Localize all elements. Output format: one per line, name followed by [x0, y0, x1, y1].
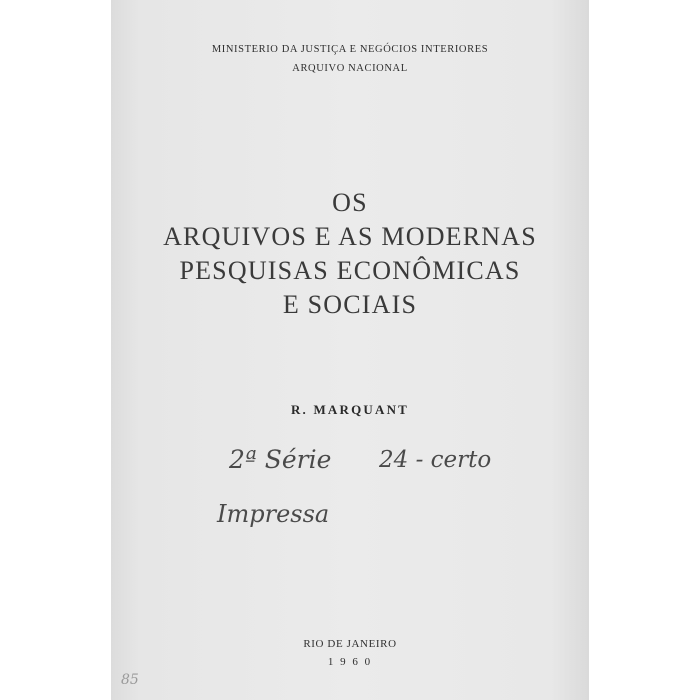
ministry-heading: MINISTERIO DA JUSTIÇA E NEGÓCIOS INTERIORES [211, 44, 489, 55]
author-name: R. MARQUANT [290, 402, 410, 417]
title-line-1: OS [332, 188, 368, 217]
handwritten-note: Impressa [217, 500, 330, 528]
archive-heading: ARQUIVO NACIONAL [292, 63, 408, 74]
title-line-2: ARQUIVOS E AS MODERNAS [163, 222, 537, 251]
pencil-margin-mark: 85 [121, 672, 139, 688]
imprint-year: 1 9 6 0 [327, 656, 373, 668]
handwritten-series: 2ª Série [229, 445, 332, 474]
imprint-city: RIO DE JANEIRO [303, 638, 397, 650]
title-page [111, 0, 589, 700]
handwritten-number: 24 - certo [379, 447, 492, 473]
title-line-4: E SOCIAIS [282, 290, 418, 319]
title-line-3: PESQUISAS ECONÔMICAS [179, 256, 521, 285]
